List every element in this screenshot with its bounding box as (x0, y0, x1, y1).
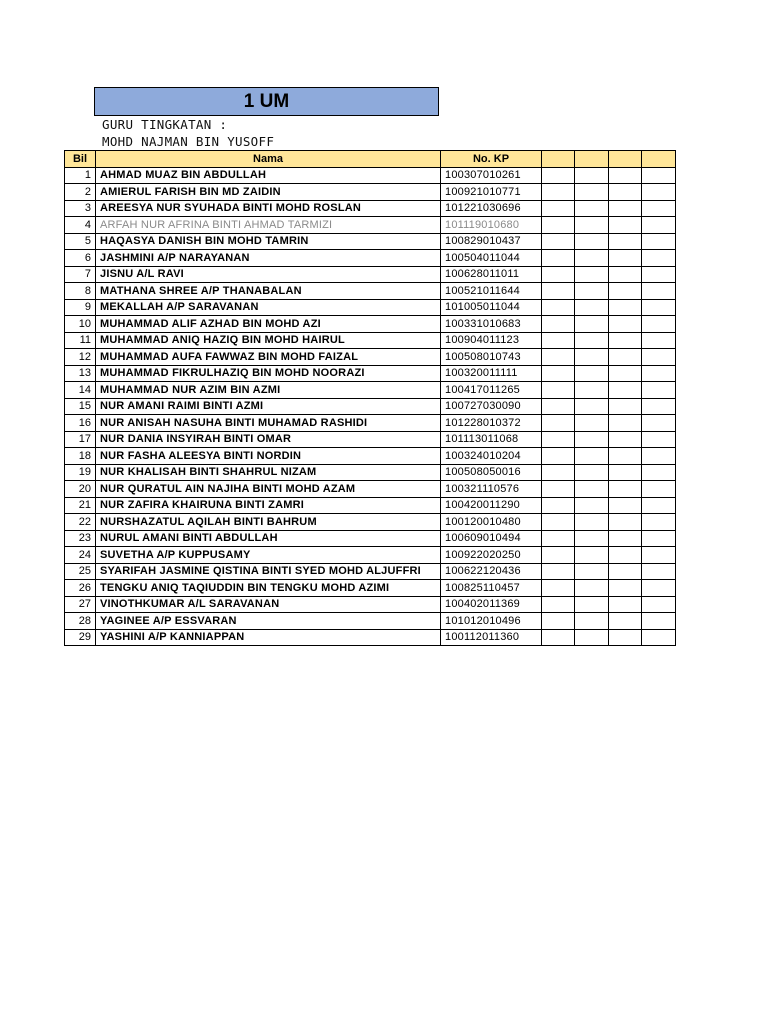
bil-cell: 3 (65, 200, 96, 217)
no-kp-cell: 101005011044 (441, 299, 542, 316)
blank-cell (642, 365, 676, 382)
name-cell: MUHAMMAD AUFA FAWWAZ BIN MOHD FAIZAL (96, 349, 441, 366)
table-row (65, 167, 676, 184)
bil-cell: 8 (65, 283, 96, 300)
no-kp-cell: 100320011111 (441, 365, 542, 382)
no-kp-cell: 100904011123 (441, 332, 542, 349)
blank-cell (609, 514, 642, 531)
blank-cell (542, 415, 575, 432)
blank-cell (609, 365, 642, 382)
blank-cell (542, 365, 575, 382)
no-kp-cell: 100508050016 (441, 464, 542, 481)
bil-cell: 17 (65, 431, 96, 448)
name-cell: YAGINEE A/P ESSVARAN (96, 613, 441, 630)
blank-cell (575, 167, 609, 184)
blank-cell (609, 464, 642, 481)
name-cell: NUR KHALISAH BINTI SHAHRUL NIZAM (96, 464, 441, 481)
blank-cell (575, 448, 609, 465)
blank-cell (542, 316, 575, 333)
no-kp-cell: 100628011011 (441, 266, 542, 283)
blank-cell (609, 547, 642, 564)
no-kp-cell: 100829010437 (441, 233, 542, 250)
blank-cell (542, 266, 575, 283)
table-row (65, 398, 676, 415)
blank-cell (575, 398, 609, 415)
blank-cell (609, 299, 642, 316)
blank-cell (642, 563, 676, 580)
blank-cell (642, 580, 676, 597)
blank-cell (542, 398, 575, 415)
table-row (65, 563, 676, 580)
blank-cell (609, 530, 642, 547)
bil-cell: 20 (65, 481, 96, 498)
table-body (65, 167, 676, 646)
table-row (65, 530, 676, 547)
header-nama: Nama (96, 151, 441, 168)
name-cell: NUR AMANI RAIMI BINTI AZMI (96, 398, 441, 415)
blank-cell (642, 596, 676, 613)
blank-cell (575, 481, 609, 498)
bil-cell: 21 (65, 497, 96, 514)
blank-cell (609, 382, 642, 399)
blank-cell (609, 233, 642, 250)
bil-cell: 11 (65, 332, 96, 349)
name-cell: VINOTHKUMAR A/L SARAVANAN (96, 596, 441, 613)
table-row (65, 365, 676, 382)
blank-cell (609, 332, 642, 349)
blank-cell (642, 629, 676, 646)
blank-cell (642, 530, 676, 547)
teacher-label: GURU TINGKATAN : (102, 117, 228, 132)
blank-cell (642, 497, 676, 514)
bil-cell: 26 (65, 580, 96, 597)
header-no-kp: No. KP (441, 151, 542, 168)
no-kp-cell: 100622120436 (441, 563, 542, 580)
blank-cell (609, 349, 642, 366)
table-row (65, 613, 676, 630)
blank-cell (609, 415, 642, 432)
blank-cell (575, 431, 609, 448)
no-kp-cell: 100324010204 (441, 448, 542, 465)
table-row (65, 547, 676, 564)
blank-cell (575, 365, 609, 382)
name-cell: MUHAMMAD ANIQ HAZIQ BIN MOHD HAIRUL (96, 332, 441, 349)
bil-cell: 18 (65, 448, 96, 465)
blank-cell (642, 217, 676, 234)
blank-cell (609, 580, 642, 597)
name-cell: SUVETHA A/P KUPPUSAMY (96, 547, 441, 564)
table-row (65, 200, 676, 217)
blank-cell (542, 563, 575, 580)
name-cell: YASHINI A/P KANNIAPPAN (96, 629, 441, 646)
name-cell: NURUL AMANI BINTI ABDULLAH (96, 530, 441, 547)
name-cell: ARFAH NUR AFRINA BINTI AHMAD TARMIZI (96, 217, 441, 234)
bil-cell: 22 (65, 514, 96, 531)
table-row (65, 497, 676, 514)
name-cell: MEKALLAH A/P SARAVANAN (96, 299, 441, 316)
no-kp-cell: 100331010683 (441, 316, 542, 333)
blank-cell (575, 497, 609, 514)
blank-cell (609, 596, 642, 613)
blank-cell (575, 233, 609, 250)
blank-cell (542, 349, 575, 366)
bil-cell: 5 (65, 233, 96, 250)
blank-cell (642, 316, 676, 333)
blank-cell (642, 184, 676, 201)
no-kp-cell: 100120010480 (441, 514, 542, 531)
blank-cell (609, 266, 642, 283)
table-row (65, 596, 676, 613)
no-kp-cell: 100402011369 (441, 596, 542, 613)
blank-cell (642, 349, 676, 366)
blank-cell (642, 613, 676, 630)
blank-cell (575, 547, 609, 564)
bil-cell: 28 (65, 613, 96, 630)
bil-cell: 10 (65, 316, 96, 333)
name-cell: TENGKU ANIQ TAQIUDDIN BIN TENGKU MOHD AZIMI (96, 580, 441, 597)
bil-cell: 29 (65, 629, 96, 646)
table-row (65, 283, 676, 300)
name-cell: SYARIFAH JASMINE QISTINA BINTI SYED MOHD ALJUFFRI (96, 563, 441, 580)
table-row (65, 431, 676, 448)
blank-cell (642, 464, 676, 481)
blank-cell (542, 514, 575, 531)
table-row (65, 233, 676, 250)
blank-cell (609, 398, 642, 415)
name-cell: NUR ZAFIRA KHAIRUNA BINTI ZAMRI (96, 497, 441, 514)
blank-cell (642, 431, 676, 448)
blank-cell (575, 382, 609, 399)
table-row (65, 580, 676, 597)
blank-cell (575, 184, 609, 201)
bil-cell: 2 (65, 184, 96, 201)
blank-cell (642, 448, 676, 465)
class-title: 1 UM (94, 87, 439, 116)
name-cell: NUR FASHA ALEESYA BINTI NORDIN (96, 448, 441, 465)
header-blank-cell (609, 151, 642, 168)
blank-cell (609, 497, 642, 514)
blank-cell (575, 464, 609, 481)
blank-cell (609, 184, 642, 201)
blank-cell (609, 217, 642, 234)
blank-cell (642, 332, 676, 349)
no-kp-cell: 100609010494 (441, 530, 542, 547)
bil-cell: 16 (65, 415, 96, 432)
blank-cell (575, 332, 609, 349)
blank-cell (609, 629, 642, 646)
blank-cell (575, 316, 609, 333)
table-row (65, 514, 676, 531)
table-row (65, 448, 676, 465)
blank-cell (642, 167, 676, 184)
blank-cell (542, 217, 575, 234)
table-row (65, 332, 676, 349)
no-kp-cell: 100417011265 (441, 382, 542, 399)
blank-cell (542, 497, 575, 514)
blank-cell (575, 299, 609, 316)
no-kp-cell: 100420011290 (441, 497, 542, 514)
table-row (65, 266, 676, 283)
no-kp-cell: 100504011044 (441, 250, 542, 267)
name-cell: NUR ANISAH NASUHA BINTI MUHAMAD RASHIDI (96, 415, 441, 432)
blank-cell (542, 580, 575, 597)
table-row (65, 349, 676, 366)
blank-cell (542, 382, 575, 399)
table-row (65, 299, 676, 316)
blank-cell (642, 266, 676, 283)
blank-cell (542, 299, 575, 316)
blank-cell (542, 283, 575, 300)
table-row (65, 382, 676, 399)
blank-cell (542, 481, 575, 498)
bil-cell: 7 (65, 266, 96, 283)
header-bil: Bil (65, 151, 96, 168)
blank-cell (575, 580, 609, 597)
blank-cell (642, 200, 676, 217)
no-kp-cell: 101228010372 (441, 415, 542, 432)
name-cell: MUHAMMAD ALIF AZHAD BIN MOHD AZI (96, 316, 441, 333)
blank-cell (609, 481, 642, 498)
name-cell: NUR DANIA INSYIRAH BINTI OMAR (96, 431, 441, 448)
name-cell: AHMAD MUAZ BIN ABDULLAH (96, 167, 441, 184)
bil-cell: 15 (65, 398, 96, 415)
no-kp-cell: 101221030696 (441, 200, 542, 217)
bil-cell: 4 (65, 217, 96, 234)
blank-cell (575, 200, 609, 217)
blank-cell (575, 266, 609, 283)
blank-cell (542, 448, 575, 465)
bil-cell: 25 (65, 563, 96, 580)
blank-cell (575, 514, 609, 531)
blank-cell (575, 217, 609, 234)
name-cell: AREESYA NUR SYUHADA BINTI MOHD ROSLAN (96, 200, 441, 217)
blank-cell (575, 250, 609, 267)
blank-cell (542, 530, 575, 547)
header-blank-cell (575, 151, 609, 168)
name-cell: HAQASYA DANISH BIN MOHD TAMRIN (96, 233, 441, 250)
name-cell: NURSHAZATUL AQILAH BINTI BAHRUM (96, 514, 441, 531)
bil-cell: 27 (65, 596, 96, 613)
blank-cell (609, 448, 642, 465)
blank-cell (642, 398, 676, 415)
table-row (65, 250, 676, 267)
header-blank-cell (542, 151, 575, 168)
header-blank-cell (642, 151, 676, 168)
blank-cell (609, 431, 642, 448)
name-cell: AMIERUL FARISH BIN MD ZAIDIN (96, 184, 441, 201)
blank-cell (642, 481, 676, 498)
student-roster-table (64, 150, 676, 646)
blank-cell (642, 415, 676, 432)
no-kp-cell: 100307010261 (441, 167, 542, 184)
bil-cell: 24 (65, 547, 96, 564)
no-kp-cell: 101012010496 (441, 613, 542, 630)
bil-cell: 6 (65, 250, 96, 267)
name-cell: NUR QURATUL AIN NAJIHA BINTI MOHD AZAM (96, 481, 441, 498)
name-cell: MUHAMMAD FIKRULHAZIQ BIN MOHD NOORAZI (96, 365, 441, 382)
table-row (65, 481, 676, 498)
blank-cell (542, 332, 575, 349)
table-row (65, 217, 676, 234)
bil-cell: 19 (65, 464, 96, 481)
no-kp-cell: 100727030090 (441, 398, 542, 415)
blank-cell (642, 514, 676, 531)
no-kp-cell: 100922020250 (441, 547, 542, 564)
blank-cell (642, 250, 676, 267)
no-kp-cell: 101119010680 (441, 217, 542, 234)
bil-cell: 9 (65, 299, 96, 316)
blank-cell (642, 233, 676, 250)
blank-cell (542, 613, 575, 630)
bil-cell: 12 (65, 349, 96, 366)
bil-cell: 13 (65, 365, 96, 382)
name-cell: JASHMINI A/P NARAYANAN (96, 250, 441, 267)
table-row (65, 415, 676, 432)
blank-cell (609, 283, 642, 300)
no-kp-cell: 100825110457 (441, 580, 542, 597)
blank-cell (575, 629, 609, 646)
name-cell: JISNU A/L RAVI (96, 266, 441, 283)
blank-cell (575, 613, 609, 630)
name-cell: MUHAMMAD NUR AZIM BIN AZMI (96, 382, 441, 399)
blank-cell (609, 250, 642, 267)
table-row (65, 316, 676, 333)
teacher-name: MOHD NAJMAN BIN YUSOFF (102, 134, 275, 149)
blank-cell (609, 316, 642, 333)
blank-cell (542, 596, 575, 613)
no-kp-cell: 100112011360 (441, 629, 542, 646)
blank-cell (575, 283, 609, 300)
no-kp-cell: 101113011068 (441, 431, 542, 448)
blank-cell (575, 563, 609, 580)
blank-cell (542, 167, 575, 184)
blank-cell (642, 283, 676, 300)
blank-cell (609, 613, 642, 630)
blank-cell (575, 349, 609, 366)
no-kp-cell: 100921010771 (441, 184, 542, 201)
blank-cell (609, 200, 642, 217)
blank-cell (575, 415, 609, 432)
table-row (65, 629, 676, 646)
blank-cell (542, 629, 575, 646)
no-kp-cell: 100521011644 (441, 283, 542, 300)
no-kp-cell: 100321110576 (441, 481, 542, 498)
blank-cell (609, 167, 642, 184)
name-cell: MATHANA SHREE A/P THANABALAN (96, 283, 441, 300)
blank-cell (542, 233, 575, 250)
table-row (65, 464, 676, 481)
blank-cell (542, 431, 575, 448)
table-header-row (65, 151, 676, 168)
blank-cell (642, 382, 676, 399)
table-row (65, 184, 676, 201)
bil-cell: 14 (65, 382, 96, 399)
blank-cell (575, 596, 609, 613)
blank-cell (575, 530, 609, 547)
blank-cell (609, 563, 642, 580)
no-kp-cell: 100508010743 (441, 349, 542, 366)
blank-cell (542, 250, 575, 267)
blank-cell (542, 547, 575, 564)
blank-cell (642, 547, 676, 564)
blank-cell (542, 464, 575, 481)
blank-cell (542, 184, 575, 201)
bil-cell: 23 (65, 530, 96, 547)
blank-cell (642, 299, 676, 316)
bil-cell: 1 (65, 167, 96, 184)
blank-cell (542, 200, 575, 217)
